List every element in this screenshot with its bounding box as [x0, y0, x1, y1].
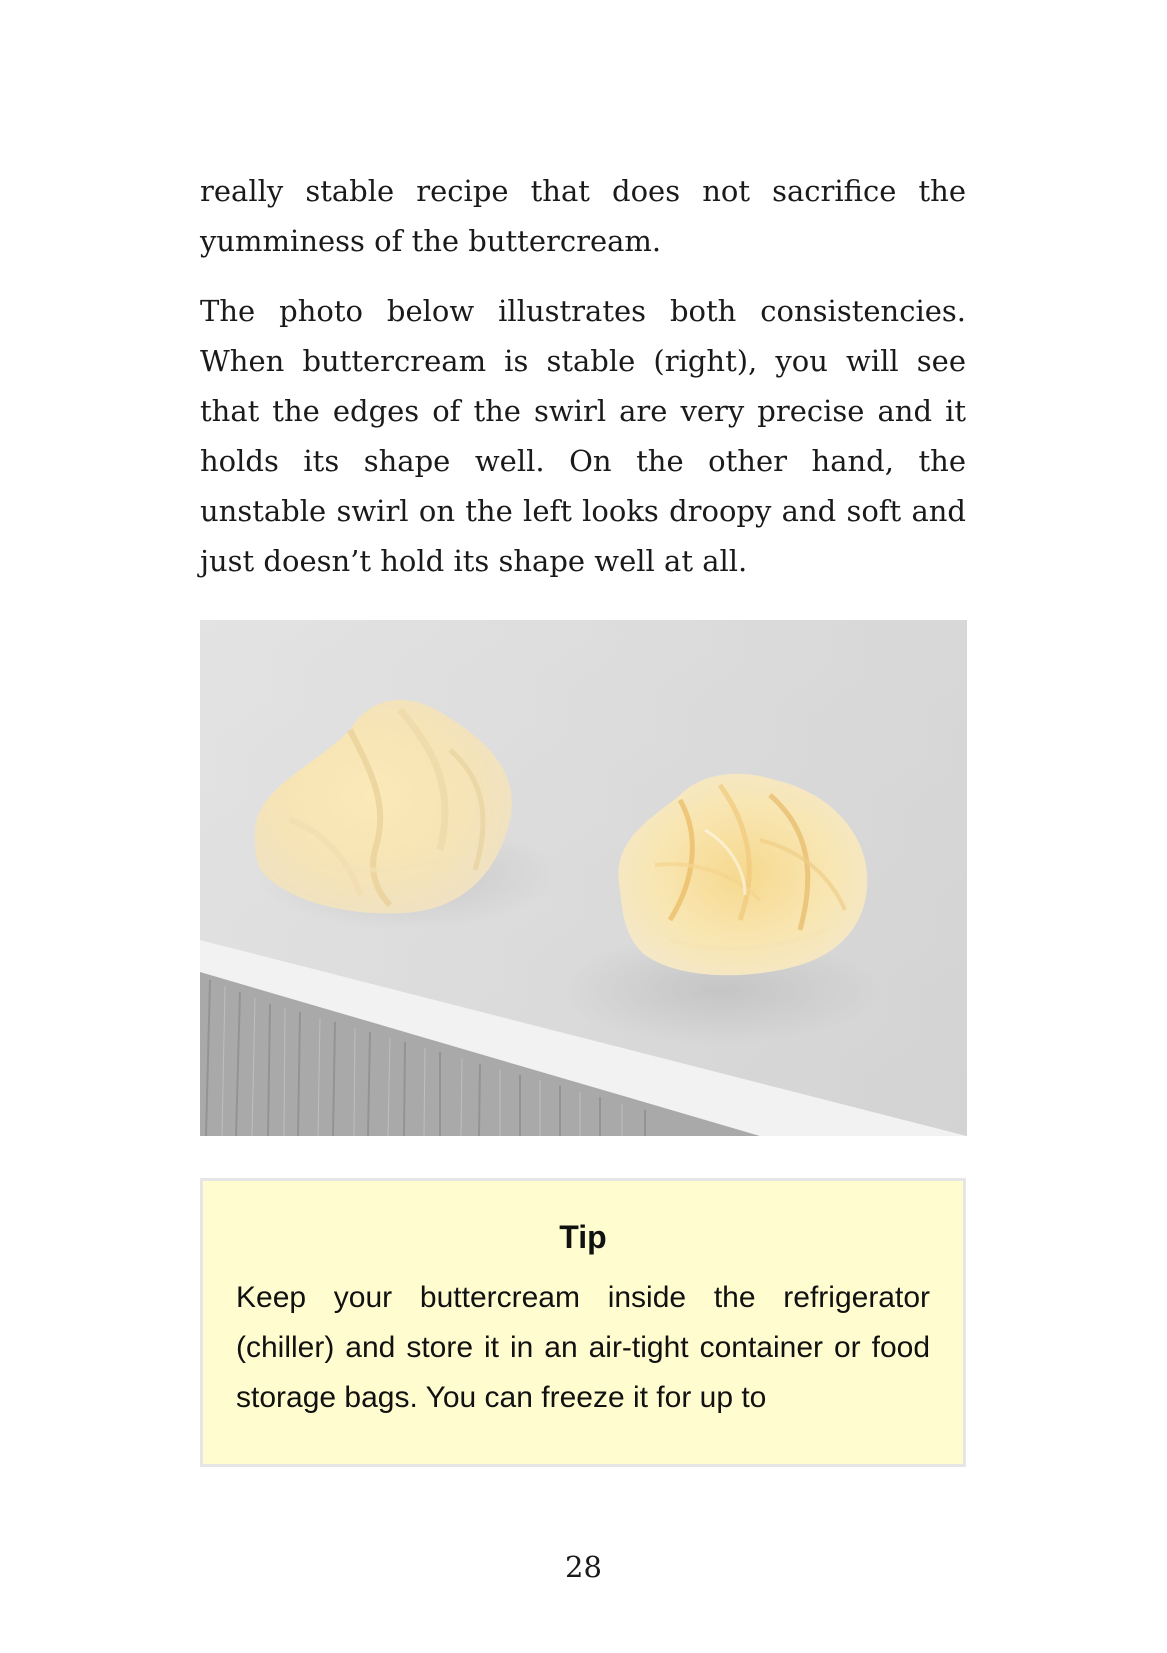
tip-box: [200, 1178, 966, 1467]
tip-title: Tip: [559, 1219, 607, 1255]
body-paragraph: The photo below illustrates both consistencies. When buttercream is stable (right), you will see that the edges of the swirl are very precise and it holds its shape well. On the other hand, the unstable swirl on the left looks droopy and soft and just doesn’t hold its shape well at all.: [200, 294, 966, 578]
buttercream-swirls-photo: [200, 620, 967, 1136]
tip-text: Keep your buttercream inside the refrigerator (chiller) and store it in an air-tight container or food storage bags. You can freeze it for up to: [236, 1281, 930, 1414]
body-paragraph: really stable recipe that does not sacrifice the yumminess of the buttercream.: [200, 174, 966, 258]
page-number: 28: [565, 1550, 602, 1584]
